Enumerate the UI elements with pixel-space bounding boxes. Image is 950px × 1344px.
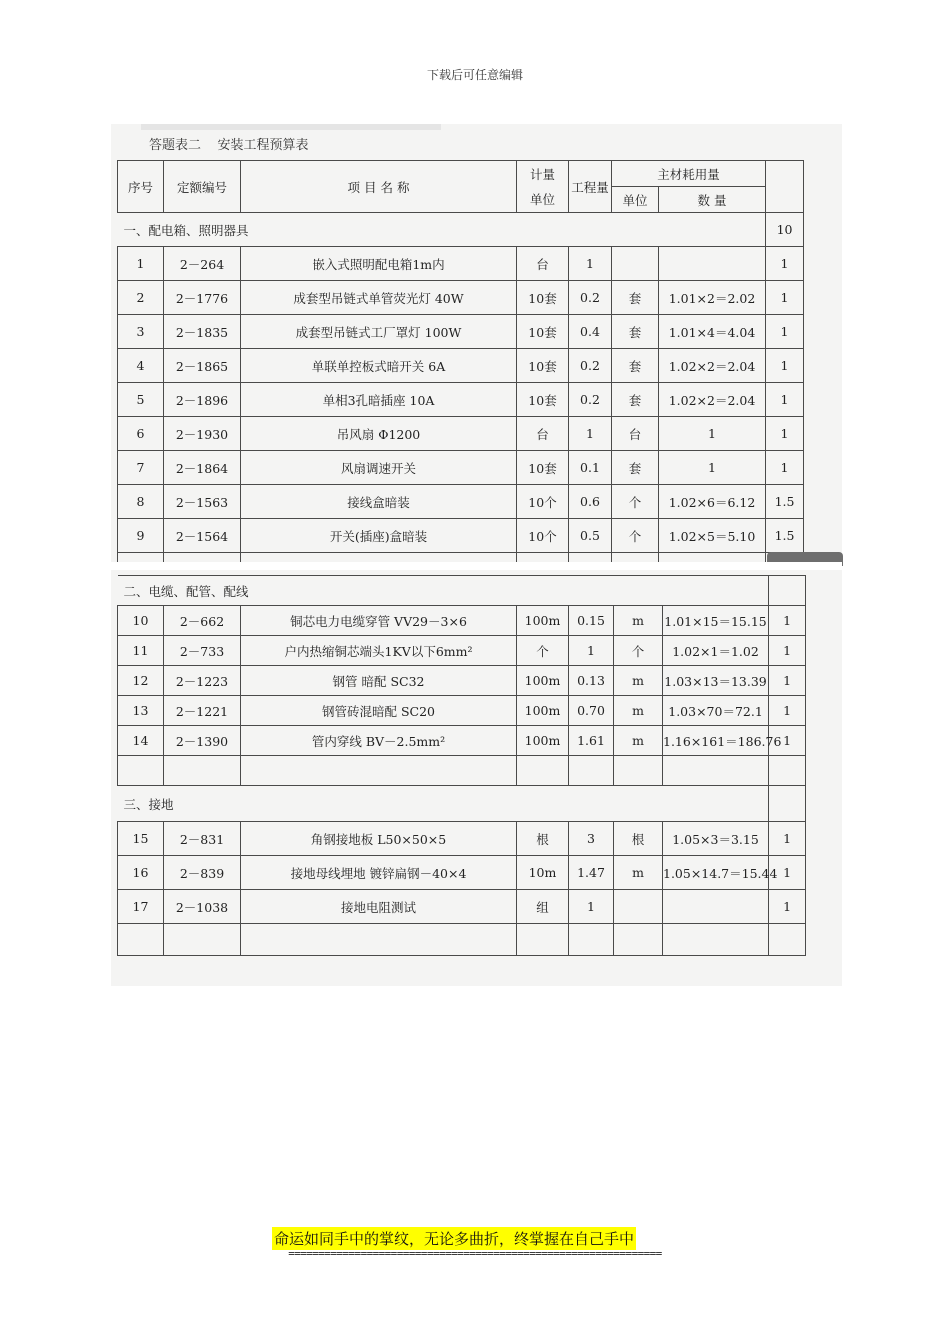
col-mat-unit-header: 单位 [612,187,659,213]
row-mat-unit: m [614,696,663,726]
col-unit-header: 计量 [517,161,569,187]
blank-row [118,756,806,786]
col-amount-header: 数 量 [659,187,766,213]
row-unit: 100m [517,726,569,756]
row-amount: 1.01×4＝4.04 [659,315,766,349]
row-extra: 1 [769,636,806,666]
row-unit: 台 [517,417,569,451]
row-name: 管内穿线 BV－2.5mm² [241,726,517,756]
row-mat-unit: 套 [612,383,659,417]
row-code: 2－264 [164,247,241,281]
table-row [118,519,804,553]
row-seq: 4 [118,349,164,383]
blank-cell [241,924,517,956]
row-code: 2－831 [164,822,241,856]
row-extra: 1.5 [766,519,804,553]
row-mat-unit [612,247,659,281]
table-row [118,451,804,485]
row-unit: 10套 [517,451,569,485]
header-note: 下载后可任意编辑 [426,68,523,82]
scan-blur [141,124,441,130]
table-row [118,383,804,417]
table-row [118,281,804,315]
row-qty: 1.47 [569,856,614,890]
row-mat-unit: 套 [612,349,659,383]
row-seq: 11 [118,636,164,666]
col-extra-header [766,161,804,213]
section-header-row [118,576,806,606]
row-amount: 1.02×1＝1.02 [663,636,769,666]
row-code: 2－1864 [164,451,241,485]
row-name: 户内热缩铜芯端头1KV以下6mm² [241,636,517,666]
blank-cell [614,924,663,956]
row-amount: 1.16×161＝186.76 [663,726,769,756]
row-unit: 10个 [517,485,569,519]
row-name: 单联单控板式暗开关 6A [241,349,517,383]
row-mat-unit: 套 [612,281,659,315]
row-mat-unit: m [614,606,663,636]
section-title: 二、电缆、配管、配线 [118,576,769,606]
row-unit: 根 [517,822,569,856]
row-extra: 1 [766,417,804,451]
row-extra: 1 [769,666,806,696]
row-seq: 2 [118,281,164,315]
row-code: 2－733 [164,636,241,666]
row-qty: 0.15 [569,606,614,636]
row-qty: 0.13 [569,666,614,696]
row-extra: 1 [769,696,806,726]
row-unit: 10套 [517,281,569,315]
row-extra: 1 [769,726,806,756]
row-qty: 1 [569,417,612,451]
row-code: 2－839 [164,856,241,890]
row-mat-unit: 个 [612,485,659,519]
blank-cell [663,756,769,786]
row-extra: 1 [766,349,804,383]
table-row [118,856,806,890]
row-extra: 1 [769,822,806,856]
row-name: 接地电阻测试 [241,890,517,924]
section-title: 三、接地 [118,786,769,822]
row-mat-unit: 台 [612,417,659,451]
row-qty: 0.2 [569,281,612,315]
row-qty: 1 [569,636,614,666]
budget-table-lower [117,575,806,956]
row-qty: 0.1 [569,451,612,485]
row-mat-unit: 个 [614,636,663,666]
blank-cell [569,924,614,956]
row-seq: 15 [118,822,164,856]
row-seq: 16 [118,856,164,890]
row-seq: 8 [118,485,164,519]
row-code: 2－1221 [164,696,241,726]
table-row [118,726,806,756]
row-amount: 1.02×2＝2.04 [659,383,766,417]
row-name: 嵌入式照明配电箱1m内 [241,247,517,281]
row-seq: 13 [118,696,164,726]
table-row [118,349,804,383]
row-code: 2－1865 [164,349,241,383]
row-qty: 0.2 [569,383,612,417]
row-unit: 100m [517,696,569,726]
table-row [118,822,806,856]
row-mat-unit: 套 [612,315,659,349]
col-main-header: 主材耗用量 [612,161,766,187]
row-mat-unit [614,890,663,924]
row-extra: 1.5 [766,485,804,519]
row-qty: 0.4 [569,315,612,349]
row-mat-unit: 个 [612,519,659,553]
row-code: 2－1930 [164,417,241,451]
blank-cell [517,756,569,786]
row-mat-unit: m [614,666,663,696]
blank-cell [663,924,769,956]
row-amount [659,247,766,281]
row-amount: 1.05×14.7＝15.44 [663,856,769,890]
col-code-header: 定额编号 [164,161,241,213]
row-name: 钢管 暗配 SC32 [241,666,517,696]
row-amount: 1 [659,451,766,485]
row-seq: 17 [118,890,164,924]
row-name: 风扇调速开关 [241,451,517,485]
section-extra: 10 [766,213,804,247]
table-row [118,247,804,281]
row-seq: 1 [118,247,164,281]
row-mat-unit: 套 [612,451,659,485]
blank-cell [118,756,164,786]
row-seq: 3 [118,315,164,349]
table-row [118,890,806,924]
row-extra: 1 [766,281,804,315]
row-unit: 10个 [517,519,569,553]
row-name: 开关(插座)盒暗装 [241,519,517,553]
row-seq: 6 [118,417,164,451]
section-title: 一、配电箱、照明器具 [118,213,766,247]
row-unit: 10套 [517,315,569,349]
row-unit: 10套 [517,383,569,417]
row-name: 单相3孔暗插座 10A [241,383,517,417]
row-mat-unit: m [614,726,663,756]
row-unit: 个 [517,636,569,666]
section-header-row [118,786,806,822]
row-code: 2－1390 [164,726,241,756]
row-extra: 1 [766,383,804,417]
section-header-row [118,213,804,247]
row-mat-unit: 根 [614,822,663,856]
row-code: 2－662 [164,606,241,636]
row-code: 2－1223 [164,666,241,696]
row-qty: 0.2 [569,349,612,383]
row-amount: 1.03×13＝13.39 [663,666,769,696]
row-qty: 3 [569,822,614,856]
row-name: 接线盒暗装 [241,485,517,519]
row-code: 2－1896 [164,383,241,417]
section-extra [769,576,806,606]
header-row-1 [118,161,804,187]
doc-title: 答题表二 安装工程预算表 [149,138,309,153]
blank-cell [614,756,663,786]
table-row [118,666,806,696]
row-name: 接地母线埋地 镀锌扁钢－40×4 [241,856,517,890]
row-amount: 1.03×70＝72.1 [663,696,769,726]
row-name: 铜芯电力电缆穿管 VV29－3×6 [241,606,517,636]
row-amount: 1.01×2＝2.02 [659,281,766,315]
footer-quote: 命运如同手中的掌纹，无论多曲折，终掌握在自己手中 [272,1227,636,1250]
row-code: 2－1564 [164,519,241,553]
row-unit: 100m [517,606,569,636]
row-qty: 1 [569,890,614,924]
row-unit: 10m [517,856,569,890]
row-qty: 1.61 [569,726,614,756]
blank-row [118,924,806,956]
row-code: 2－1776 [164,281,241,315]
row-amount: 1.01×15＝15.15 [663,606,769,636]
row-unit: 10套 [517,349,569,383]
table-row [118,606,806,636]
row-name: 吊风扇 Φ1200 [241,417,517,451]
col-name-header: 项 目 名 称 [241,161,517,213]
blank-cell [164,756,241,786]
table-row [118,417,804,451]
row-unit: 组 [517,890,569,924]
blank-cell [769,924,806,956]
row-extra: 1 [766,451,804,485]
row-unit: 100m [517,666,569,696]
row-amount: 1.05×3＝3.15 [663,822,769,856]
section-extra [769,786,806,822]
blank-cell [769,756,806,786]
row-code: 2－1038 [164,890,241,924]
row-qty: 0.6 [569,485,612,519]
row-amount: 1.02×2＝2.04 [659,349,766,383]
row-name: 角钢接地板 L50×50×5 [241,822,517,856]
table-row [118,696,806,726]
row-amount: 1.02×5＝5.10 [659,519,766,553]
row-code: 2－1563 [164,485,241,519]
budget-table-upper [117,160,804,565]
row-qty: 0.70 [569,696,614,726]
col-unit2-header: 单位 [517,187,569,213]
scanned-table-image [111,124,842,986]
row-seq: 10 [118,606,164,636]
row-seq: 9 [118,519,164,553]
footer-rule: ============================================================== [288,1247,662,1260]
row-unit: 台 [517,247,569,281]
row-name: 钢管砖混暗配 SC20 [241,696,517,726]
row-name: 成套型吊链式工厂罩灯 100W [241,315,517,349]
col-qty-header: 工程量 [569,161,612,213]
row-extra: 1 [769,856,806,890]
table-row [118,315,804,349]
row-name: 成套型吊链式单管荧光灯 40W [241,281,517,315]
scan-gap [111,562,842,570]
row-code: 2－1835 [164,315,241,349]
row-amount [663,890,769,924]
row-seq: 12 [118,666,164,696]
row-amount: 1.02×6＝6.12 [659,485,766,519]
row-seq: 5 [118,383,164,417]
row-qty: 0.5 [569,519,612,553]
row-extra: 1 [769,890,806,924]
blank-cell [164,924,241,956]
table-row [118,636,806,666]
row-amount: 1 [659,417,766,451]
row-extra: 1 [766,315,804,349]
row-extra: 1 [766,247,804,281]
blank-cell [118,924,164,956]
row-mat-unit: m [614,856,663,890]
row-seq: 7 [118,451,164,485]
row-extra: 1 [769,606,806,636]
table-row [118,485,804,519]
row-qty: 1 [569,247,612,281]
blank-cell [517,924,569,956]
col-seq-header: 序号 [118,161,164,213]
blank-cell [241,756,517,786]
blank-cell [569,756,614,786]
row-seq: 14 [118,726,164,756]
